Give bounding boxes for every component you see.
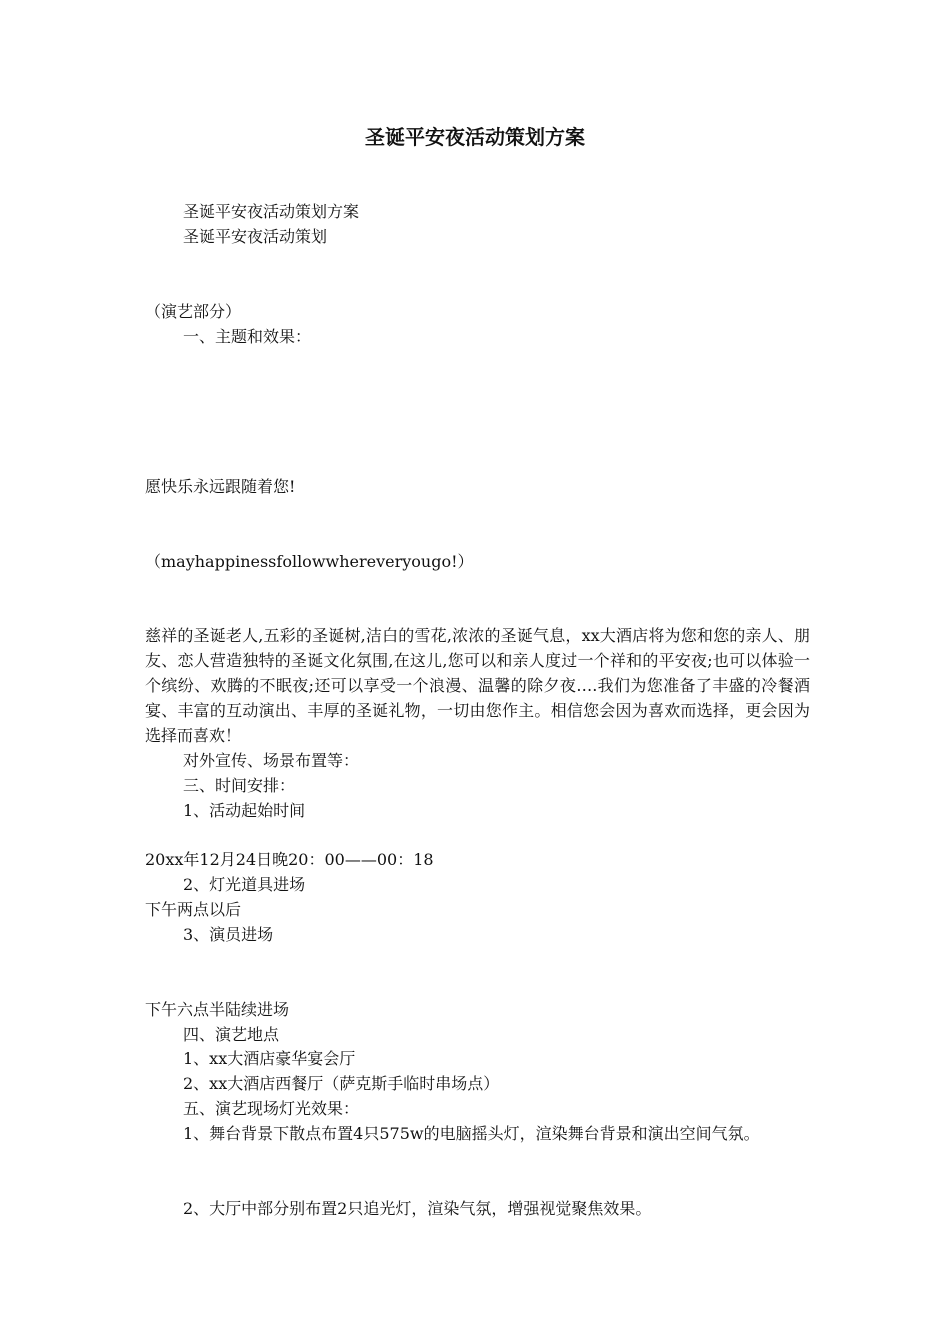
theme-slogan: 愿快乐永远跟随着您! [145, 477, 296, 496]
text-line: 20xx年12月24日晚20：00——00：18 [145, 850, 434, 869]
section-heading: 一、主题和效果： [183, 327, 312, 346]
list-item: 1、xx大酒店豪华宴会厅 [183, 1049, 356, 1068]
list-item: 3、演员进场 [183, 925, 274, 944]
section-heading: 四、演艺地点 [183, 1025, 280, 1044]
list-item: 2、大厅中部分别布置2只追光灯，渲染气氛，增强视觉聚焦效果。 [183, 1199, 652, 1218]
intro-paragraph: 慈祥的圣诞老人,五彩的圣诞树,洁白的雪花,浓浓的圣诞气息，xx大酒店将为您和您的亲人、朋友、恋人营造独特的圣诞文化氛围,在这儿,您可以和亲人度过一个祥和的平安夜;也可以体验一个缤纷、欢腾的不眠夜;还可以享受一个浪漫、温馨的除夕夜….我们为您准备了丰盛的冷餐酒宴、丰富的互动演出、丰厚的圣诞礼物，一切由您作主。相信您会因为喜欢而选择，更会因为选择而喜欢！ [145, 626, 810, 745]
section-label: （演艺部分） [145, 302, 242, 321]
section-heading: 三、时间安排： [183, 776, 296, 795]
subtitle-line: 圣诞平安夜活动策划 [183, 227, 328, 246]
text-line: 下午六点半陆续进场 [145, 1000, 290, 1019]
subtitle-line: 圣诞平安夜活动策划方案 [183, 202, 360, 221]
section-heading: 五、演艺现场灯光效果： [183, 1099, 360, 1118]
text-line: 下午两点以后 [145, 900, 242, 919]
list-item: 1、活动起始时间 [183, 801, 306, 820]
text-line: 对外宣传、场景布置等： [183, 751, 360, 770]
list-item: 1、舞台背景下散点布置4只575w的电脑摇头灯，渲染舞台背景和演出空间气氛。 [183, 1124, 760, 1143]
list-item: 2、灯光道具进场 [183, 875, 306, 894]
document-title: 圣诞平安夜活动策划方案 [365, 125, 585, 149]
list-item: 2、xx大酒店西餐厅（萨克斯手临时串场点） [183, 1074, 500, 1093]
theme-slogan-english: （mayhappinessfollowwhereveryougo!） [145, 552, 474, 571]
